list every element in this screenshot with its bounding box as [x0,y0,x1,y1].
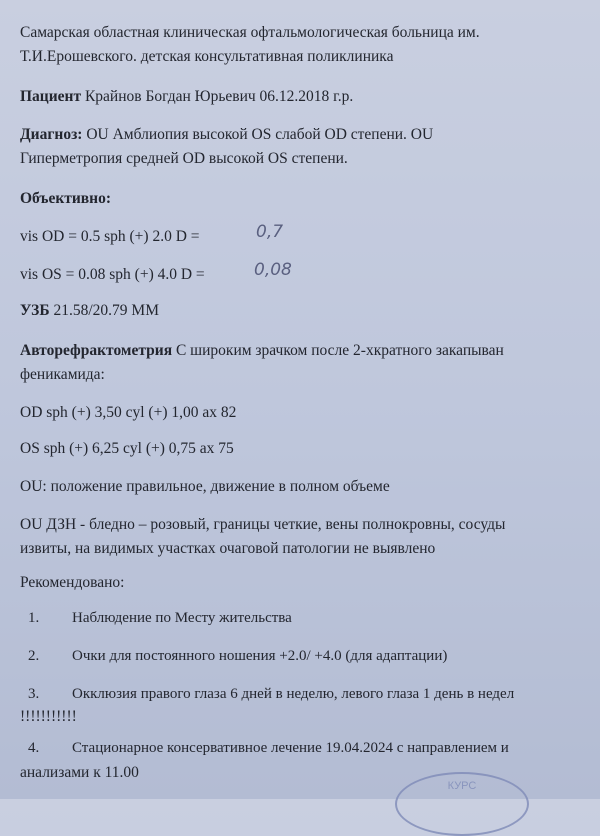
header-line-2: Т.И.Ерошевского. детская консультативная поликлиника [20,48,394,65]
patient-label: Пациент [20,88,82,105]
uzb-line [20,302,159,320]
vis-os: vis OS = 0.08 sph (+) 4.0 D = [20,266,205,283]
uzb-value: 21.58/20.79 ММ [53,302,159,319]
rec-4-extra: анализами к 11.00 [20,764,139,781]
ou-position: OU: положение правильное, движение в полном объеме [20,478,390,495]
vis-od: vis OD = 0.5 sph (+) 2.0 D = [20,228,200,245]
uzb-label: УЗБ [20,302,50,319]
rec-2-num: 2. [28,648,40,664]
rec-4-text: Стационарное консервативное лечение 19.04.2024 с направлением и [72,740,509,756]
ou-dzn-line-1: OU ДЗН - бледно – розовый, границы четкие, вены полнокровны, сосуды [20,516,506,533]
autoref-label: Авторефрактометрия [20,342,173,359]
rec-3-text: Окклюзия правого глаза 6 дней в неделю, левого глаза 1 день в недел [72,686,515,702]
vis-os-handwritten: 0,08 [254,260,292,280]
autoref-od: OD sph (+) 3,50 cyl (+) 1,00 ax 82 [20,404,237,421]
rec-2-text: Очки для постоянного ношения +2.0/ +4.0 (для адаптации) [72,648,448,664]
rec-4-num: 4. [28,740,40,756]
autoref-os: OS sph (+) 6,25 cyl (+) 0,75 ax 75 [20,440,234,457]
autoref-text-1: С широким зрачком после 2-хкратного закапыван [175,342,504,359]
rec-3-extra: !!!!!!!!!!! [20,708,77,725]
vis-od-handwritten: 0,7 [256,222,284,242]
rec-1-text: Наблюдение по Месту жительства [72,610,292,626]
diagnosis-line-1 [20,126,433,144]
rec-3-num: 3. [28,686,40,702]
rec-1-num: 1. [28,610,40,626]
stamp [395,772,529,836]
objective-heading: Объективно: [20,190,112,207]
autoref-line-2: феникамида: [20,366,105,383]
recommendations-heading: Рекомендовано: [20,574,125,591]
stamp-text: КУРС [447,780,477,792]
diagnosis-text-1: OU Амблиопия высокой OS слабой OD степени. OU [86,126,434,143]
ou-dzn-line-2: извиты, на видимых участках очаговой патологии не выявлено [20,540,436,557]
diagnosis-line-2: Гиперметропия средней OD высокой OS степени. [20,150,348,167]
patient-value: Крайнов Богдан Юрьевич 06.12.2018 г.р. [84,88,354,105]
diagnosis-label: Диагноз: [20,126,83,143]
patient-line [20,88,353,106]
autoref-line-1 [20,342,504,360]
header-line-1: Самарская областная клиническая офтальмологическая больница им. [20,24,480,41]
